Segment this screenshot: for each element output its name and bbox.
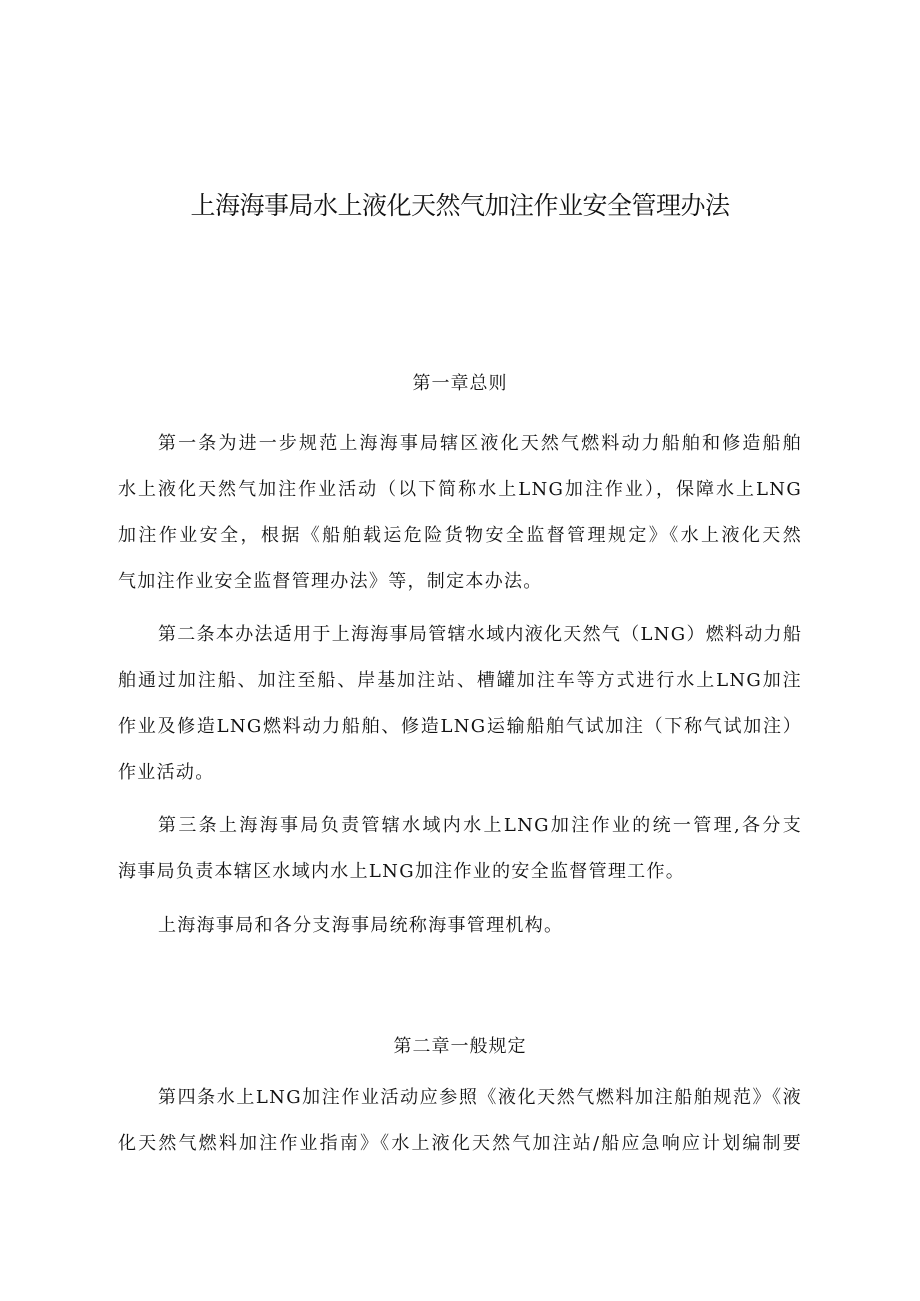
article-4: [118, 1075, 802, 1167]
article-line: 第三条上海海事局负责管辖水域内水上LNG加注作业的统一管理,各分支: [158, 815, 802, 836]
article-line: 海事局负责本辖区水域内水上LNG加注作业的安全监督管理工作。: [118, 861, 686, 882]
article-line: 第四条水上LNG加注作业活动应参照《液化天然气燃料加注船舶规范》《液: [158, 1087, 802, 1108]
article-line: 第一条为进一步规范上海海事局辖区液化天然气燃料动力船舶和修造船舶: [158, 433, 802, 454]
chapter-heading: 第一章总则: [412, 373, 508, 394]
article-3: [118, 803, 802, 895]
article-line: 第二条本办法适用于上海海事局管辖水域内液化天然气（LNG）燃料动力船: [158, 624, 803, 645]
article-line: 化天然气燃料加注作业指南》《水上液化天然气加注站/船应急响应计划编制要: [118, 1133, 802, 1154]
article-2: [118, 612, 802, 796]
document-title: 上海海事局水上液化天然气加注作业安全管理办法: [190, 191, 730, 220]
article-line: 作业活动。: [118, 762, 215, 783]
article-line: 上海海事局和各分支海事局统称海事管理机构。: [158, 915, 564, 936]
article-line: 气加注作业安全监督管理办法》等，制定本办法。: [118, 571, 543, 592]
article-line: 作业及修造LNG燃料动力船舶、修造LNG运输船舶气试加注（下称气试加注）: [118, 716, 802, 737]
article-line: 水上液化天然气加注作业活动（以下简称水上LNG加注作业），保障水上LNG: [118, 479, 802, 500]
article-note: [118, 903, 802, 949]
chapter-heading: 第二章一般规定: [393, 1036, 527, 1057]
article-line: 舶通过加注船、加注至船、岸基加注站、槽罐加注车等方式进行水上LNG加注: [118, 670, 802, 691]
article-1: [118, 421, 802, 605]
article-line: 加注作业安全，根据《船舶载运危险货物安全监督管理规定》《水上液化天然: [118, 525, 802, 546]
